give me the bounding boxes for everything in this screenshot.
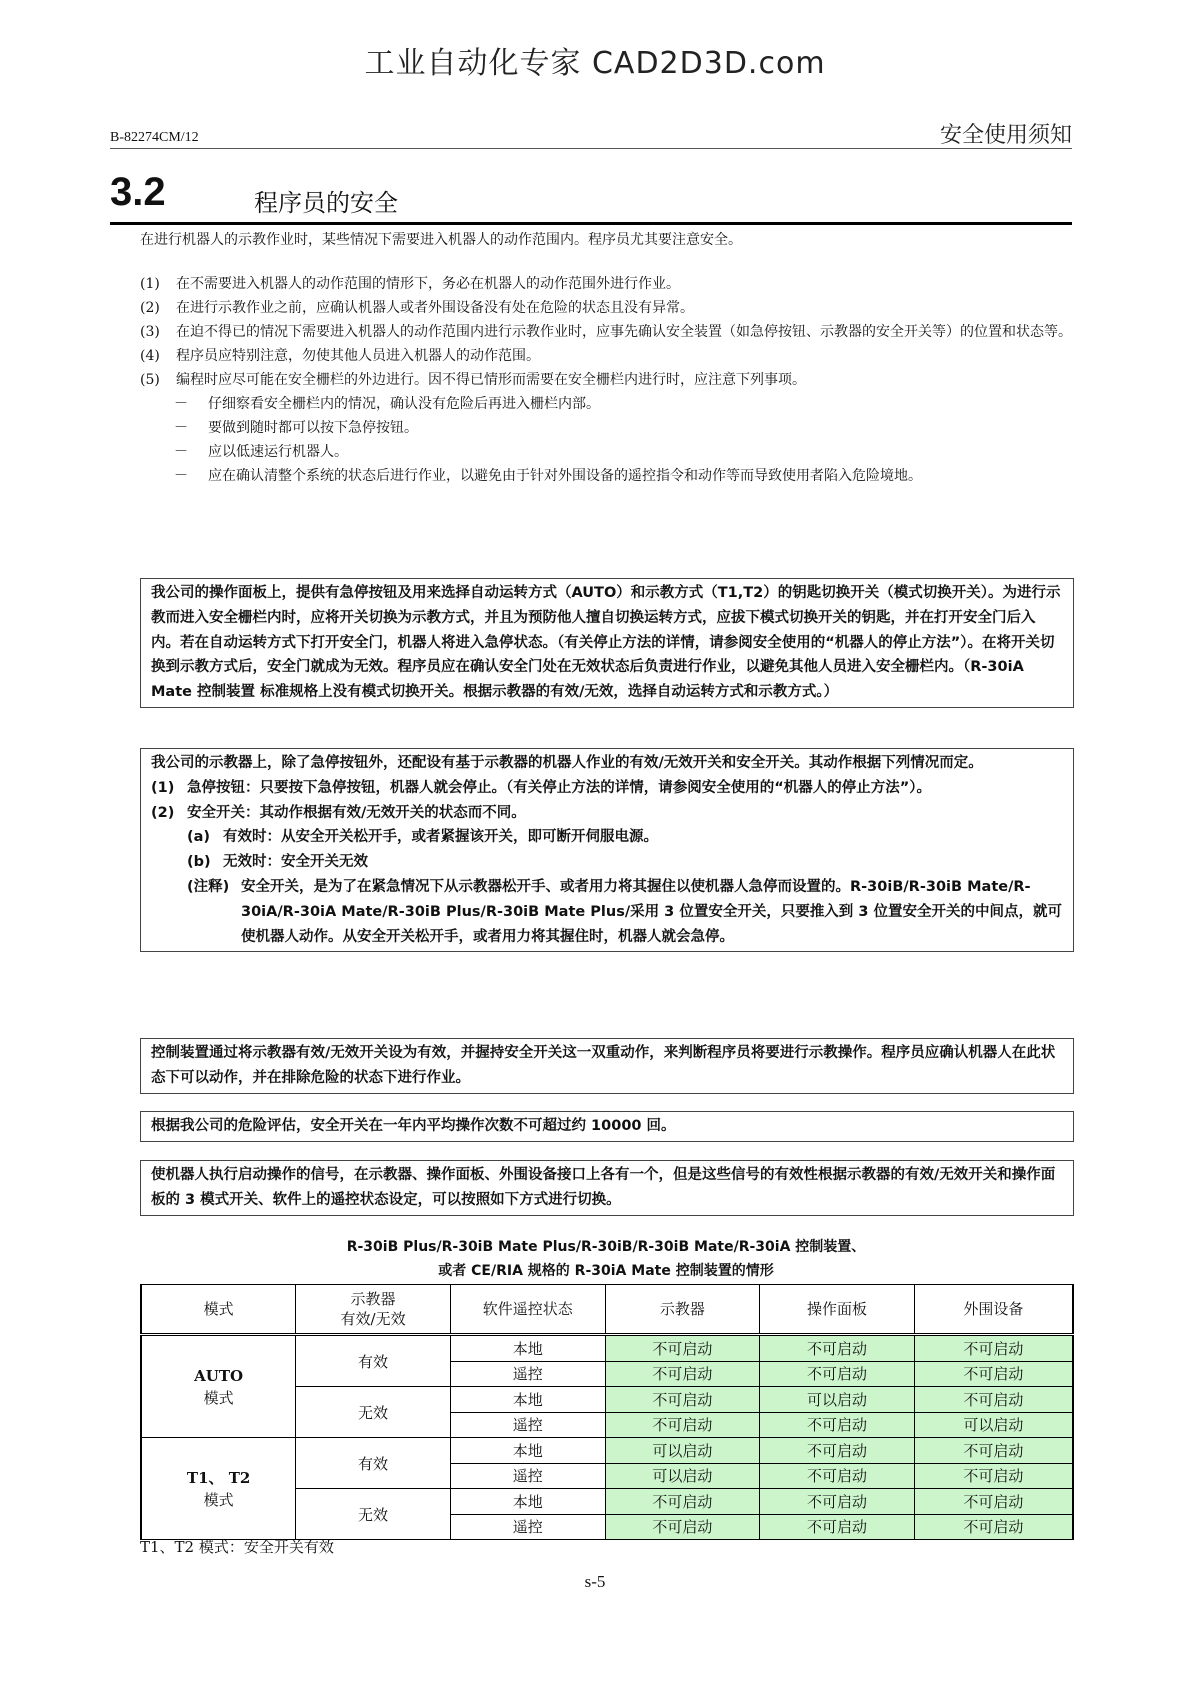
peripheral-start-cell: 不可启动 xyxy=(914,1514,1073,1540)
list-item xyxy=(140,368,1072,392)
panel-start-cell: 不可启动 xyxy=(760,1335,915,1362)
item-text: 急停按钮：只要按下急停按钮，机器人就会停止。（有关停止方法的详情，请参阅安全使用的“机器人的停止方法”）。 xyxy=(187,779,932,796)
remote-cell: 遥控 xyxy=(450,1463,605,1489)
header-tp-enable xyxy=(296,1285,451,1335)
item-text: 在进行示教作业之前，应确认机器人或者外围设备没有处在危险的状态且没有异常。 xyxy=(176,300,694,316)
dash-mark: － xyxy=(174,420,188,436)
table-footnote: T1、T2 模式：安全开关有效 xyxy=(140,1538,334,1556)
list-item xyxy=(140,344,1072,368)
peripheral-start-cell: 不可启动 xyxy=(914,1489,1073,1515)
header-mode: 模式 xyxy=(141,1285,296,1335)
table-header-row xyxy=(141,1285,1073,1335)
tp-start-cell: 可以启动 xyxy=(605,1438,760,1464)
tp-state-cell: 无效 xyxy=(296,1489,451,1540)
item-text: 有效时：从安全开关松开手，或者紧握该开关，即可断开伺服电源。 xyxy=(223,829,658,846)
watermark: 工业自动化专家 CAD2D3D.com xyxy=(364,46,826,81)
mode-suffix: 模式 xyxy=(203,1388,234,1407)
list-item xyxy=(140,296,1072,320)
item-number: (2) xyxy=(140,300,160,316)
tp-start-cell: 可以启动 xyxy=(605,1463,760,1489)
item-text: 无效时：安全开关无效 xyxy=(223,854,368,871)
box-sub-item-disabled xyxy=(151,850,1063,875)
peripheral-start-cell: 不可启动 xyxy=(914,1361,1073,1387)
tp-state-cell: 无效 xyxy=(296,1387,451,1438)
precaution-list xyxy=(140,272,1072,488)
box-note xyxy=(151,875,1063,949)
panel-start-cell: 不可启动 xyxy=(760,1361,915,1387)
intro-paragraph: 在进行机器人的示教作业时，某些情况下需要进入机器人的动作范围内。程序员尤其要注意安全。 xyxy=(140,232,742,248)
panel-start-cell: 不可启动 xyxy=(760,1438,915,1464)
item-text: 安全开关：其动作根据有效/无效开关的状态而不同。 xyxy=(187,804,526,821)
peripheral-start-cell: 不可启动 xyxy=(914,1438,1073,1464)
tp-start-cell: 不可启动 xyxy=(605,1387,760,1413)
remote-cell: 遥控 xyxy=(450,1514,605,1540)
item-number: (4) xyxy=(140,348,160,364)
list-item xyxy=(140,320,1072,344)
notice-box-teach-pendant xyxy=(140,748,1074,952)
header-tp-line-1: 示教器 xyxy=(350,1290,396,1308)
tp-start-cell: 不可启动 xyxy=(605,1514,760,1540)
remote-cell: 遥控 xyxy=(450,1361,605,1387)
panel-start-cell: 不可启动 xyxy=(760,1463,915,1489)
dash-mark: － xyxy=(174,396,188,412)
tp-state-cell: 有效 xyxy=(296,1438,451,1489)
box-item-emergency-stop xyxy=(151,776,1063,801)
item-number: (5) xyxy=(140,372,160,388)
sub-list-item xyxy=(140,416,1072,440)
caption-line-2: 或者 CE/RIA 规格的 R-30iA Mate 控制装置的情形 xyxy=(438,1263,774,1279)
box-intro: 我公司的示教器上，除了急停按钮外，还配设有基于示教器的机器人作业的有效/无效开关和安全开关。其动作根据下列情况而定。 xyxy=(151,755,983,771)
remote-cell: 本地 xyxy=(450,1489,605,1515)
tp-start-cell: 不可启动 xyxy=(605,1335,760,1362)
peripheral-start-cell: 不可启动 xyxy=(914,1387,1073,1413)
sub-item-text: 仔细察看安全栅栏内的情况，确认没有危险后再进入栅栏内部。 xyxy=(208,396,600,412)
header-tp-line-2: 有效/无效 xyxy=(340,1310,406,1328)
panel-start-cell: 不可启动 xyxy=(760,1514,915,1540)
tp-state-cell: 有效 xyxy=(296,1335,451,1387)
header-remote-state: 软件遥控状态 xyxy=(450,1285,605,1335)
item-text: 在迫不得已的情况下需要进入机器人的动作范围内进行示教作业时，应事先确认安全装置（如急停按钮、示教器的安全开关等）的位置和状态等。 xyxy=(176,324,1072,340)
table-caption xyxy=(140,1235,1072,1283)
dash-mark: － xyxy=(174,444,188,460)
remote-cell: 本地 xyxy=(450,1335,605,1362)
remote-cell: 本地 xyxy=(450,1438,605,1464)
page-number: s-5 xyxy=(584,1572,606,1591)
section-title: 程序员的安全 xyxy=(254,189,398,217)
header-teach-pendant: 示教器 xyxy=(605,1285,760,1335)
header-peripheral: 外围设备 xyxy=(914,1285,1073,1335)
item-number: (1) xyxy=(151,779,175,796)
item-number: (2) xyxy=(151,804,175,821)
item-number: (b) xyxy=(187,854,211,871)
item-number: (a) xyxy=(187,829,211,846)
note-text: 安全开关，是为了在紧急情况下从示教器松开手、或者用力将其握住以使机器人急停而设置的。R-30iB/R-30iB Mate/R-30iA/R-30iA Mate/R-30iB Plus/R-30iB Mate Plus/采用 3 位置安全开关，只要推入到 3 位置安全开关的中间点，就可使机器人动作。从安全开关松开手，或者用力将其握住时，机器人就会急停。 xyxy=(241,878,1062,945)
document-id: B-82274CM/12 xyxy=(110,130,199,145)
mode-name: AUTO xyxy=(194,1366,244,1385)
item-number: (3) xyxy=(140,324,160,340)
item-text: 程序员应特别注意，勿使其他人员进入机器人的动作范围。 xyxy=(176,348,540,364)
peripheral-start-cell: 不可启动 xyxy=(914,1335,1073,1362)
mode-cell-auto xyxy=(141,1335,296,1438)
header-title: 安全使用须知 xyxy=(939,123,1072,148)
header-operator-panel: 操作面板 xyxy=(760,1285,915,1335)
sub-list-item xyxy=(140,392,1072,416)
panel-start-cell: 可以启动 xyxy=(760,1387,915,1413)
tp-start-cell: 不可启动 xyxy=(605,1412,760,1438)
table-row xyxy=(141,1335,1073,1362)
peripheral-start-cell: 不可启动 xyxy=(914,1463,1073,1489)
sub-item-text: 应以低速运行机器人。 xyxy=(208,444,348,460)
box-item-safety-switch xyxy=(151,801,1063,826)
tp-start-cell: 不可启动 xyxy=(605,1361,760,1387)
note-label: (注释) xyxy=(187,878,230,895)
item-text: 编程时应尽可能在安全栅栏的外边进行。因不得已情形而需要在安全栅栏内进行时，应注意下列事项。 xyxy=(176,372,806,388)
caption-line-1: R-30iB Plus/R-30iB Mate Plus/R-30iB/R-30iB Mate/R-30iA 控制装置、 xyxy=(346,1239,866,1255)
list-item xyxy=(140,272,1072,296)
start-signal-table xyxy=(140,1284,1074,1540)
peripheral-start-cell: 可以启动 xyxy=(914,1412,1073,1438)
notice-box-start-signal: 使机器人执行启动操作的信号，在示教器、操作面板、外围设备接口上各有一个，但是这些信号的有效性根据示教器的有效/无效开关和操作面板的 3 模式开关、软件上的遥控状态设定，可以按照如下方式进行切换。 xyxy=(140,1160,1074,1216)
remote-cell: 遥控 xyxy=(450,1412,605,1438)
section-rule xyxy=(110,222,1072,225)
sub-list-item xyxy=(140,440,1072,464)
notice-box-operation-limit: 根据我公司的危险评估，安全开关在一年内平均操作次数不可超过约 10000 回。 xyxy=(140,1111,1074,1142)
mode-suffix: 模式 xyxy=(203,1490,234,1509)
header-rule xyxy=(110,148,1072,149)
dash-mark: － xyxy=(174,468,188,484)
sub-list-item xyxy=(140,464,1072,488)
item-number: (1) xyxy=(140,276,160,292)
notice-box-dual-action: 控制装置通过将示教器有效/无效开关设为有效，并握持安全开关这一双重动作，来判断程序员将要进行示教操作。程序员应确认机器人在此状态下可以动作，并在排除危险的状态下进行作业。 xyxy=(140,1038,1074,1094)
panel-start-cell: 不可启动 xyxy=(760,1489,915,1515)
table-row xyxy=(141,1438,1073,1464)
panel-start-cell: 不可启动 xyxy=(760,1412,915,1438)
box-sub-item-enabled xyxy=(151,825,1063,850)
sub-item-text: 要做到随时都可以按下急停按钮。 xyxy=(208,420,418,436)
mode-name: T1、 T2 xyxy=(186,1468,251,1487)
mode-cell-t1-t2 xyxy=(141,1438,296,1540)
tp-start-cell: 不可启动 xyxy=(605,1489,760,1515)
section-number: 3.2 xyxy=(110,170,166,214)
remote-cell: 本地 xyxy=(450,1387,605,1413)
sub-item-text: 应在确认清整个系统的状态后进行作业，以避免由于针对外围设备的遥控指令和动作等而导致使用者陷入危险境地。 xyxy=(208,468,922,484)
item-text: 在不需要进入机器人的动作范围的情形下，务必在机器人的动作范围外进行作业。 xyxy=(176,276,680,292)
notice-box-mode-switch: 我公司的操作面板上，提供有急停按钮及用来选择自动运转方式（AUTO）和示教方式（T1,T2）的钥匙切换开关（模式切换开关）。为进行示教而进入安全栅栏内时，应将开关切换为示教方式，并且为预防他人擅自切换运转方式，应拔下模式切换开关的钥匙，并在打开安全门后入内。若在自动运转方式下打开安全门，机器人将进入急停状态。（有关停止方法的详情，请参阅安全使用的“机器人的停止方法”）。在将开关切换到示教方式后，安全门就成为无效。程序员应在确认安全门处在无效状态后负责进行作业，以避免其他人员进入安全栅栏内。（R-30iA Mate 控制装置 标准规格上没有模式切换开关。根据示教器的有效/无效，选择自动运转方式和示教方式。） xyxy=(140,578,1074,708)
